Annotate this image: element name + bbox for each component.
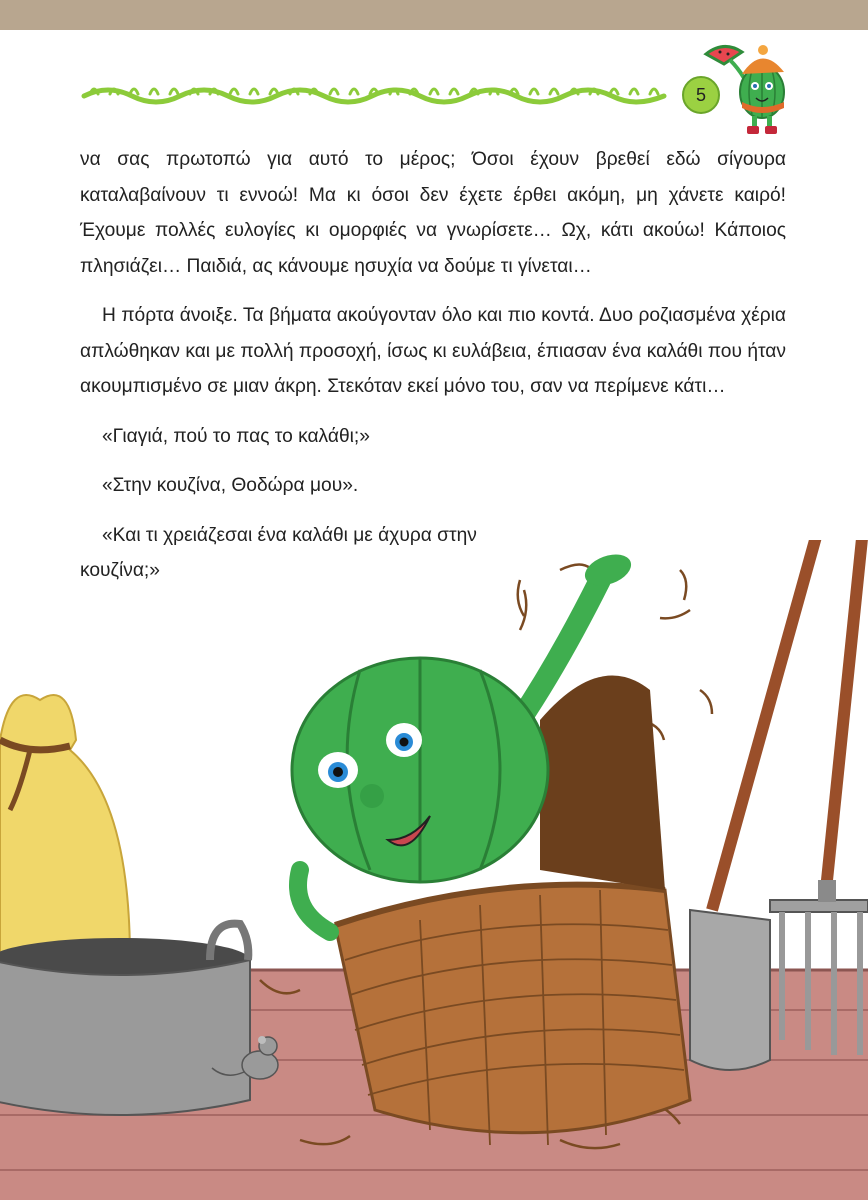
- green-vine-decoration: [80, 70, 670, 114]
- cooking-pot: [0, 924, 250, 1115]
- page-number-text: 5: [695, 84, 706, 105]
- paragraph-2: Η πόρτα άνοιξε. Τα βήματα ακούγονταν όλο και πιο κοντά. Δυο ροζιασμένα χέρια απλώθηκαν και με πολλή προσοχή, ίσως κι ευλάβεια, έπιασαν ένα καλάθι που ήταν ακουμπισμένο σε μιαν άκρη. Στεκόταν εκεί μόνο του, σαν να περίμενε κάτι…: [80, 305, 786, 397]
- paragraph-1: να σας πρωτοπώ για αυτό το μέρος; Όσοι έχουν βρεθεί εδώ σίγουρα καταλαβαίνουν τι εννοώ! Μα κι όσοι δεν έχετε έρθει ακόμη, μη χάνετε καιρό! Έχουμε πολλές ευλογίες κι ομορφιές να γνωρίσετε… Ωχ, κάτι ακούω! Κάποιος πλησιάζει… Παιδιά, ας κάνουμε ησυχία να δούμε τι γίνεται…: [80, 149, 786, 277]
- watermelon-mascot-icon: [700, 38, 810, 138]
- dialogue-line-1: «Γιαγιά, πού το πας το καλάθι;»: [102, 425, 370, 447]
- story-text: [80, 142, 786, 603]
- grain-sack: [0, 695, 130, 970]
- dialogue-line-2: «Στην κουζίνα, Θοδώρα μου».: [102, 475, 359, 496]
- dialogue-line-3: «Και τι χρειάζεσαι ένα καλάθι με άχυρα στην κουζίνα;»: [80, 524, 477, 581]
- kitchen-illustration: [0, 540, 868, 1200]
- top-band: [0, 0, 868, 30]
